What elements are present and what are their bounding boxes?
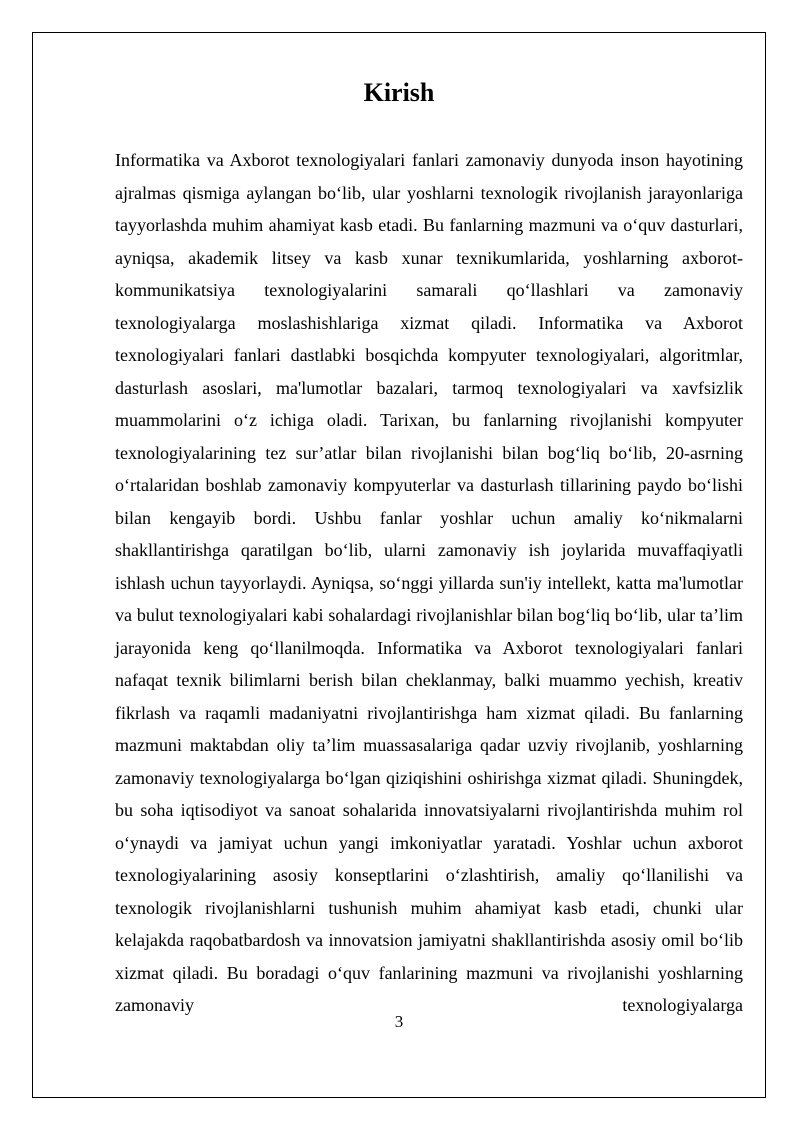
document-page bbox=[32, 32, 766, 1098]
body-paragraph: Informatika va Axborot texnologiyalari fanlari zamonaviy dunyoda inson hayotining ajralmas qismiga aylangan bo‘lib, ular yoshlarni texnologik rivojlanish jarayonlariga tayyorlashda muhim ahamiyat kasb etadi. Bu fanlarning mazmuni va o‘quv dasturlari, ayniqsa, akademik litsey va kasb xunar texnikumlarida, yoshlarning axborot-kommunikatsiya texnologiyalarini samarali qo‘llashlari va zamonaviy texnologiyalarga moslashishlariga xizmat qiladi. Informatika va Axborot texnologiyalari fanlari dastlabki bosqichda kompyuter texnologiyalari, algoritmlar, dasturlash asoslari, ma'lumotlar bazalari, tarmoq texnologiyalari va xavfsizlik muammolarini o‘z ichiga oladi. Tarixan, bu fanlarning rivojlanishi kompyuter texnologiyalarining tez sur’atlar bilan rivojlanishi bilan bog‘liq bo‘lib, 20-asrning o‘rtalaridan boshlab zamonaviy kompyuterlar va dasturlash tillarining paydo bo‘lishi bilan kengayib bordi. Ushbu fanlar yoshlar uchun amaliy ko‘nikmalarni shakllantirishga qaratilgan bo‘lib, ularni zamonaviy ish joylarida muvaffaqiyatli ishlash uchun tayyorlaydi. Ayniqsa, so‘nggi yillarda sun'iy intellekt, katta ma'lumotlar va bulut texnologiyalari kabi sohalardagi rivojlanishlar bilan bog‘liq bo‘lib, ular ta’lim jarayonida keng qo‘llanilmoqda. Informatika va Axborot texnologiyalari fanlari nafaqat texnik bilimlarni berish bilan cheklanmay, balki muammo yechish, kreativ fikrlash va raqamli madaniyatni rivojlantirishga ham xizmat qiladi. Bu fanlarning mazmuni maktabdan oliy ta’lim muassasalariga qadar uzviy rivojlanib, yoshlarning zamonaviy texnologiyalarga bo‘lgan qiziqishini oshirishga xizmat qiladi. Shuningdek, bu soha iqtisodiyot va sanoat sohalarida innovatsiyalarni rivojlantirishda muhim rol o‘ynaydi va jamiyat uchun yangi imkoniyatlar yaratadi. Yoshlar uchun axborot texnologiyalarining asosiy konseptlarini o‘zlashtirish, amaliy qo‘llanilishi va texnologik rivojlanishlarni tushunish muhim ahamiyat kasb etadi, chunki ular kelajakda raqobatbardosh va innovatsion jamiyatni shakllantirishda asosiy omil bo‘lib xizmat qiladi. Bu boradagi o‘quv fanlarining mazmuni va rivojlanishi yoshlarning zamonaviy texnologiyalarga bbox=[115, 150, 743, 1015]
page-title: Kirish bbox=[363, 78, 435, 107]
page-number: 3 bbox=[394, 1012, 404, 1031]
